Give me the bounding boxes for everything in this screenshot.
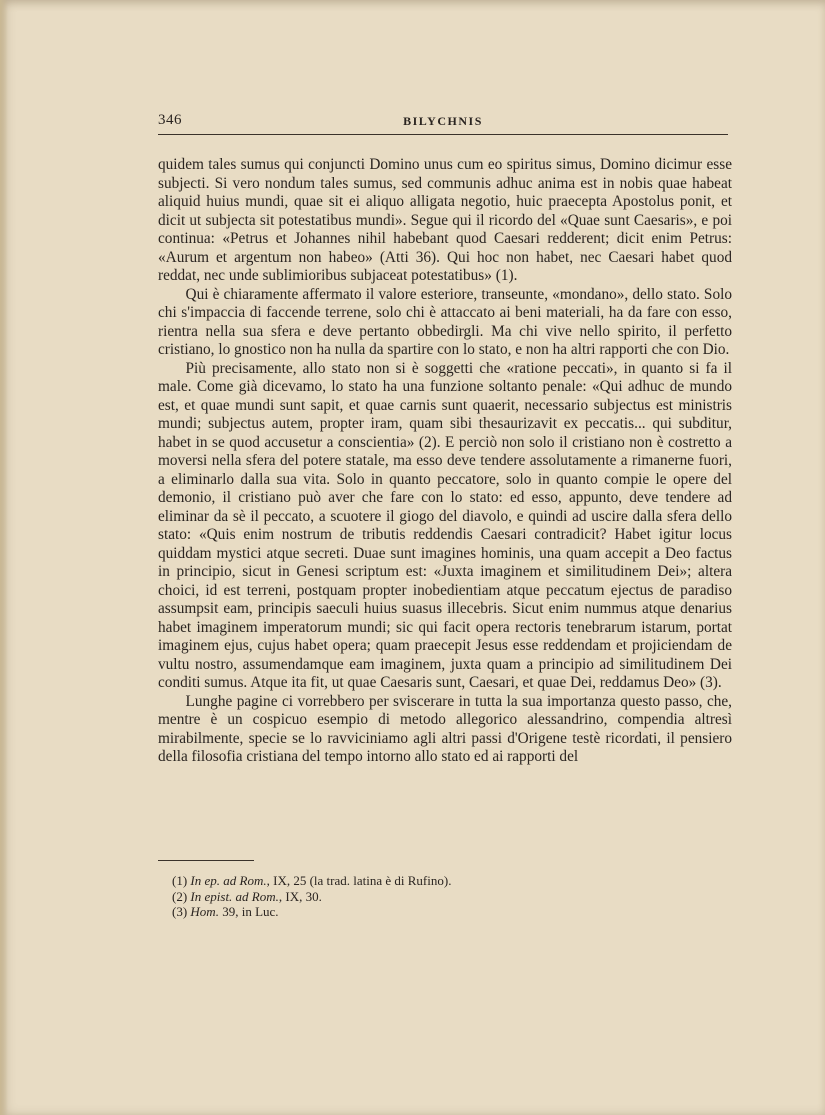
footnote-detail: , IX, 30. [278,888,322,904]
body-text [158,156,732,767]
header-rule [158,134,728,135]
page-header [158,112,728,132]
footnote-number: (2) [172,888,188,904]
footnote-3 [172,904,692,920]
footnote-detail: , IX, 25 (la trad. latina è di Rufino). [266,873,452,888]
footnote-2 [172,889,692,905]
paragraph-2: Qui è chiaramente affermato il valore esteriore, transeunte, «mondano», dello stato. Solo chi s'impaccia di faccende terrene, solo chi è attaccato ai beni materiali, ha da fare con esso, rientra nella sua sfera e deve pertanto obbedirgli. Ma chi vive nello spirito, il perfetto cristiano, lo gnostico non ha nulla da spartire con lo stato, e non ha altri rapporti che con Dio. [158,285,732,358]
footnote-number: (1) [172,873,188,888]
paragraph-3: Più precisamente, allo stato non si è soggetti che «ratione peccati», in quanto si fa il male. Come già dicevamo, lo stato ha una funzione soltanto penale: «Qui adhuc de mundo est, et quae mundi sunt sapit, et quae carnis sunt quaerit, necessario subjectus est ministris mundi; subjectus autem, propter iram, quam sibi thesaurizavit ex peccatis... qui subditur, habet in se quod accusetur a conscientia» (2). E perciò non solo il cristiano non è costretto a moversi nella sfera del potere statale, ma esso deve tendere assolutamente a rimanerne fuori, a eliminarlo dalla sua vita. Solo in quanto peccatore, solo in quanto compie le opere del demonio, il cristiano può aver che fare con lo stato: ed esso, appunto, deve tendere ad eliminar da sè il peccato, a scuotere il giogo del diavolo, e quindi ad uscire dalla sfera dello stato: «Quis enim nostrum de tributis reddendis Caesari contradicit? Habet igitur locus quiddam mystici atque secreti. Duae sunt imagines hominis, una quam accepit a Deo factus in principio, sicut in Genesi scriptum est: «Juxta imaginem et similitudinem Dei»; altera choici, id est terreni, postquam propter inobedientiam atque peccatum ejectus de paradiso assumpsit eam, principis saeculi huius suasus illecebris. Sicut enim nummus atque denarius habet imaginem imperatorum mundi; sic qui facit opera rectoris tenebrarum istarum, portat imaginem ejus, cujus habet opera; quam praecepit Jesus esse reddendam et projiciendam de vultu nostro, assumendamque eam imaginem, juxta quam a principio ad similitudinem Dei conditi sumus. Atque ita fit, ut quae Caesaris sunt, Caesari, et quae Dei, reddamus Deo» (3). [158,359,732,691]
page-edge-shadow [0,0,8,1115]
footnote-number: (3) [172,904,188,919]
footnotes [172,873,692,920]
footnote-detail: 39, in Luc. [218,904,279,919]
footnote-source: Hom. [190,904,219,919]
running-title: BILYCHNIS [403,114,483,128]
page-number: 346 [158,112,182,128]
footnote-source: In ep. ad Rom. [190,873,267,888]
paragraph-4: Lunghe pagine ci vorrebbero per sviscerare in tutta la sua importanza questo passo, che, mentre è un cospicuo esempio di metodo allegorico alessandrino, compendia altresì mirabilmente, specie se lo ravviciniamo agli altri passi d'Origene testè ricordati, il pensiero della filosofia cristiana del tempo intorno allo stato ed ai rapporti del [158,692,732,765]
footnote-1 [172,873,692,889]
paragraph-1: quidem tales sumus qui conjuncti Domino unus cum eo spiritus simus, Domino dicimur esse subjecti. Si vero nondum tales sumus, sed communis adhuc anima est in nobis quae habeat aliquid huius mundi, quae sit ei aliquo alligata negotio, huic praecepta Apostolus ponit, et dicit ut subjecta sit potestatibus mundi». Segue qui il ricordo del «Quae sunt Caesaris», e poi continua: «Petrus et Johannes nihil habebant quod Caesari redderent; dicit enim Petrus: «Aurum et argentum non habeo» (Atti 36). Qui hoc non habet, nec Caesari habet quod reddat, nec unde sublimioribus subjaceat potestatibus» (1). [158,156,732,284]
footnote-source: In epist. ad Rom. [190,888,279,904]
footnote-rule [158,860,254,861]
